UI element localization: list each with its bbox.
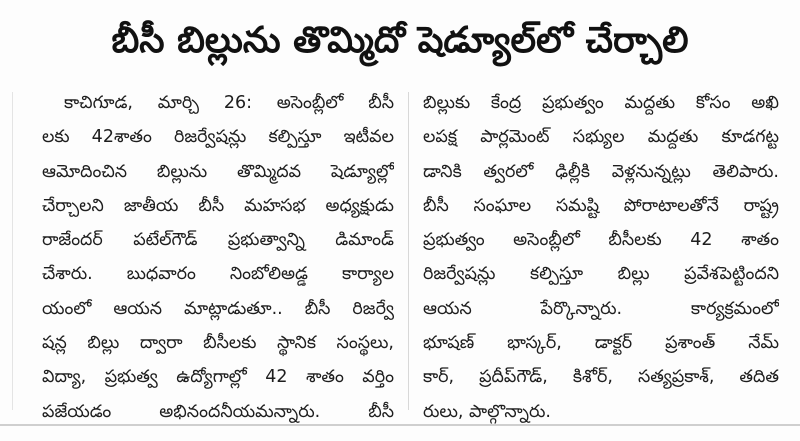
- text-line: రాజేందర్ పటేల్‌గౌడ్ ప్రభుత్వాన్ని డిమాండ్: [42, 230, 394, 251]
- text-line: విద్యా, ప్రభుత్వ ఉద్యోగాల్లో 42 శాతం వర్తిం: [42, 367, 394, 388]
- text-line: షన్ల బిల్లు ద్వారా బీసీలకు స్థానిక సంస్థలు,: [42, 333, 394, 354]
- text-line: లకు 42శాతం రిజర్వేషన్లు కల్పిస్తూ ఇటీవల: [42, 127, 394, 148]
- text-line: చేశారు. బుధవారం నింబోలిఅడ్డ కార్యాల: [42, 264, 394, 285]
- text-line: ఆయన పేర్కొన్నారు. కార్యక్రమంలో: [423, 298, 779, 319]
- text-line: లపక్ష పార్లమెంట్ సభ్యుల మద్దతు కూడగట్ట: [423, 127, 779, 148]
- bottom-rule: [0, 424, 800, 426]
- article-column-left: [42, 86, 394, 429]
- headline: బీసీ బిల్లును తొమ్మిదో షెడ్యూల్‌లో చేర్చాలి: [111, 20, 689, 61]
- text-line: ఆమోదించిన బిల్లును తొమ్మిదవ షెడ్యూల్లో: [42, 161, 394, 182]
- text-line: డానికి త్వరలో ఢిల్లీకి వెళ్లనున్నట్లు తెలిపారు.: [423, 161, 779, 182]
- text-line: పజేయడం అభినందనీయమన్నారు. బీసీ: [42, 401, 394, 422]
- text-line: కాచిగూడ, మార్చి 26: అసెంబ్లీలో బీసీ: [64, 93, 394, 113]
- text-line: చేర్చాలని జాతీయ బీసీ మహసభ అధ్యక్షుడు: [42, 195, 394, 216]
- left-margin-rule: [12, 92, 13, 410]
- text-line: రులు, పాల్గొన్నారు.: [423, 401, 551, 422]
- text-line: రిజర్వేషన్లు కల్పిస్తూ బిల్లు ప్రవేశపెట్టిందని: [423, 264, 779, 285]
- column-divider: [408, 92, 409, 410]
- text-line: బీసీ సంఘాల సమష్టి పోరాటాలతోనే రాష్ట్ర: [423, 195, 779, 216]
- text-line: యంలో ఆయన మాట్లాడుతూ.. బీసీ రిజర్వే: [42, 298, 394, 319]
- article-column-right: [423, 86, 779, 429]
- text-line: కార్, ప్రదీప్‌గౌడ్, కిశోర్, సత్యప్రకాశ్, తదిత: [423, 367, 779, 388]
- text-line: బిల్లుకు కేంద్ర ప్రభుత్వం మద్దతు కోసం అఖి: [423, 93, 779, 113]
- text-line: భూషణ్ భాస్కర్, డాక్టర్ ప్రశాంత్ నేమ్: [423, 333, 779, 354]
- text-line: ప్రభుత్వం అసెంబ్లీలో బీసీలకు 42 శాతం: [423, 230, 779, 251]
